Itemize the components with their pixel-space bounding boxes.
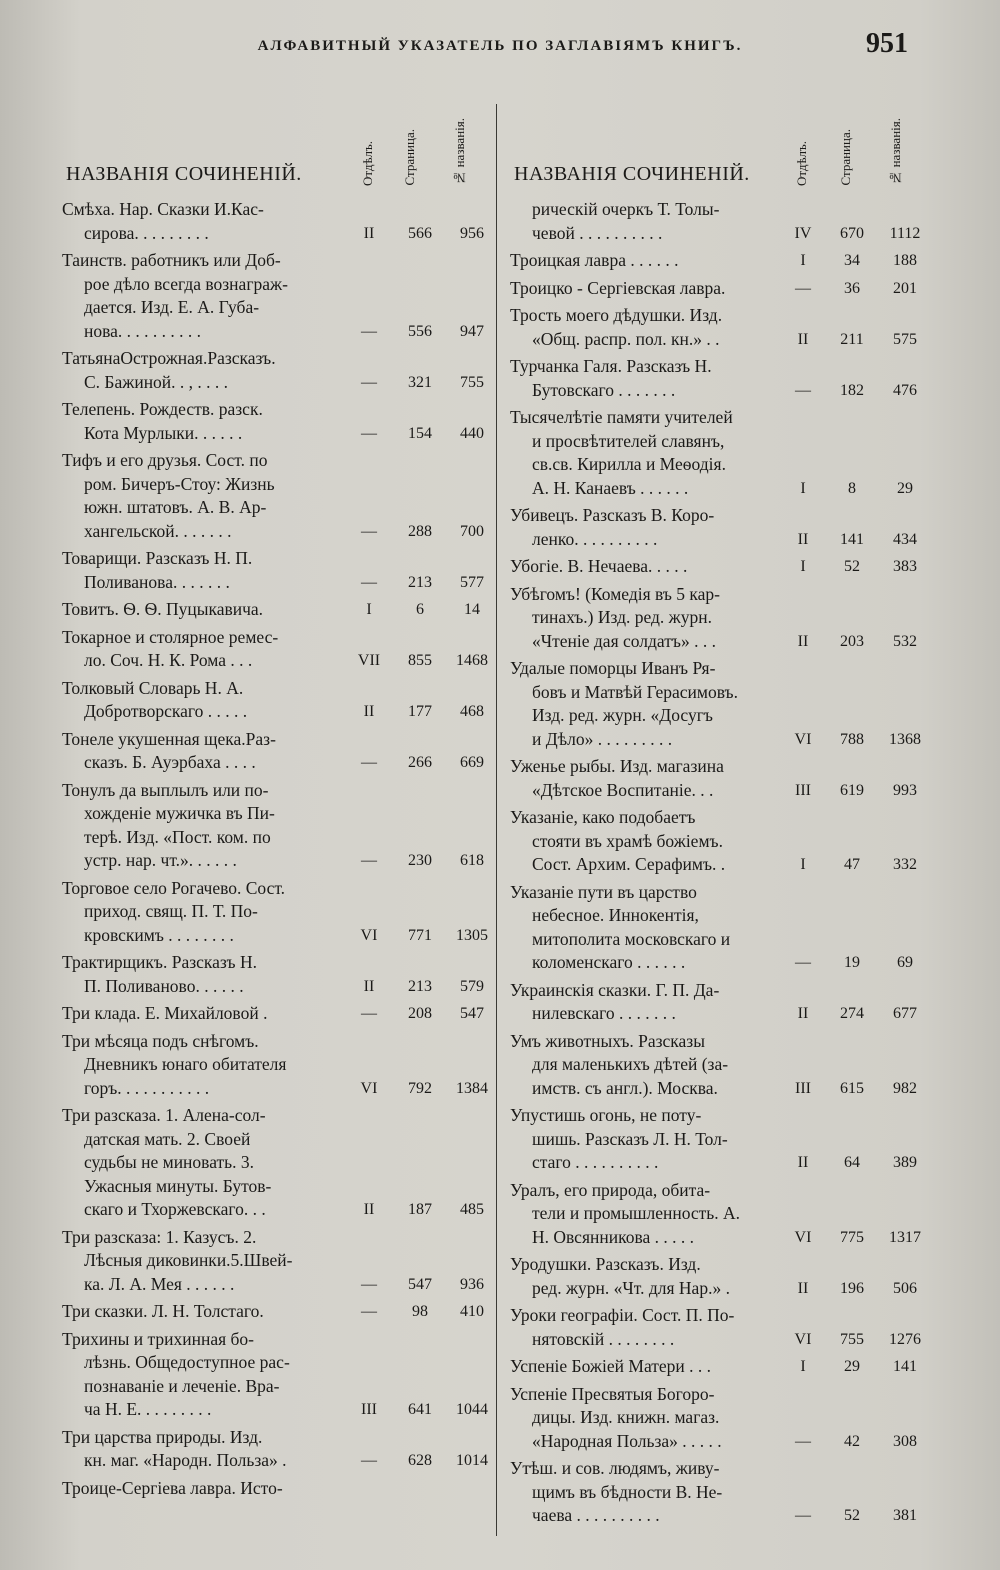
entry-section: — — [361, 373, 377, 391]
entry-title-line: южн. штатовъ. А. В. Ар- — [84, 497, 267, 517]
entry-title-line: шишь. Разсказъ Л. Н. Тол- — [532, 1128, 728, 1149]
entry-title-line: Ужасныя минуты. Бутов- — [84, 1175, 272, 1196]
entry-section: VI — [360, 926, 378, 944]
entry-section: I — [800, 252, 806, 269]
entry-title-line: Упустишь огонь, не поту- — [510, 1105, 702, 1125]
entry-title-line: дицы. Изд. книжн. магаз. — [532, 1407, 720, 1427]
page-number: 951 — [866, 28, 908, 59]
entry-title-line: Указаніе пути въ царство — [510, 881, 697, 902]
entry-title-line: митополита московскаго и — [532, 928, 731, 949]
index-entry — [62, 677, 492, 724]
entry-page: 771 — [408, 926, 432, 944]
entry-page: 792 — [408, 1079, 432, 1097]
entry-page: 230 — [408, 852, 432, 869]
entry-title-line: стояти въ храмѣ божіемъ. — [532, 830, 723, 851]
entry-title-line: Изд. ред. журн. «Досугъ — [532, 705, 713, 725]
entry-number: 532 — [893, 632, 917, 650]
column-header — [510, 100, 930, 196]
entry-section: II — [797, 1154, 809, 1171]
entry-number: 1305 — [456, 926, 488, 944]
entry-page: 211 — [840, 330, 864, 348]
index-entry — [510, 979, 930, 1026]
entry-title-line: Кота Мурлыки. . . . . . — [84, 422, 243, 443]
index-entry — [510, 1104, 930, 1175]
entry-title-line: кровскимъ . . . . . . . . — [84, 924, 234, 945]
entry-section: II — [797, 1279, 809, 1297]
entry-title-line: лѣзнь. Общедоступное рас- — [84, 1352, 290, 1372]
column-divider — [496, 104, 497, 1536]
entry-title-line: Товарищи. Разсказъ Н. П. — [62, 548, 253, 568]
entry-number: 579 — [460, 977, 484, 995]
entry-title-line: Тифъ и его друзья. Сост. по — [62, 450, 268, 470]
column-header-title: НАЗВАНІЯ СОЧИНЕНІЙ. — [514, 163, 750, 185]
index-entry — [510, 277, 930, 301]
entry-number: 1384 — [456, 1079, 488, 1097]
entry-page: 141 — [840, 530, 864, 548]
entry-page: 556 — [408, 322, 432, 340]
entry-title-line: «Общ. распр. пол. кн.» . . — [532, 328, 720, 349]
entry-title-line: для маленькихъ дѣтей (за- — [532, 1054, 729, 1074]
entry-number: 14 — [464, 601, 480, 618]
entry-section: — — [361, 1303, 377, 1320]
entry-number: 755 — [460, 373, 484, 391]
entry-title-line: Н. Овсянникова . . . . . — [532, 1226, 695, 1247]
entry-title-line: Три клада. Е. Михайловой . — [62, 1003, 268, 1023]
entry-number: 476 — [893, 381, 917, 399]
entry-title-line: Турчанка Галя. Разсказъ Н. — [510, 356, 712, 376]
entry-section: — — [795, 1507, 811, 1524]
entry-title-line: горъ. . . . . . . . . . . — [84, 1077, 210, 1098]
entry-title-line: Поливанова. . . . . . . — [84, 571, 230, 592]
entry-title-line: приход. свящ. П. Т. По- — [84, 901, 258, 921]
entry-section: III — [795, 781, 811, 799]
index-entry — [510, 504, 930, 551]
entry-title-line: коломенскаго . . . . . . — [532, 952, 686, 972]
entry-title-line: скаго и Тхоржевскаго. . . — [84, 1199, 266, 1219]
index-entry — [62, 1426, 492, 1473]
entry-section: II — [363, 703, 375, 720]
entry-title-line: «Дѣтское Воспитаніе. . . — [532, 779, 714, 800]
index-entry — [510, 583, 930, 654]
entry-title-line: и просвѣтителей славянъ, — [532, 430, 725, 451]
entry-section: II — [797, 1005, 809, 1022]
entry-number: 618 — [460, 852, 484, 869]
entry-title-line: Уроки географіи. Сост. П. По- — [510, 1305, 735, 1325]
index-entry — [62, 1477, 492, 1501]
entry-title-line: дается. Изд. Е. А. Губа- — [84, 297, 260, 317]
entry-title-line: судьбы не миновать. 3. — [84, 1152, 255, 1172]
entry-page: 615 — [840, 1079, 864, 1097]
index-entry — [62, 1104, 492, 1222]
entry-section: VI — [794, 1330, 812, 1348]
entry-page: 788 — [840, 730, 864, 748]
entry-page: 6 — [416, 601, 424, 618]
entry-section: — — [361, 322, 377, 340]
index-entry — [510, 1457, 930, 1528]
entry-number: 677 — [893, 1005, 917, 1022]
entry-number: 1014 — [456, 1452, 488, 1469]
entry-section: — — [361, 1275, 377, 1293]
entry-section: I — [800, 1358, 806, 1375]
entry-title-line: чевой . . . . . . . . . . — [532, 222, 663, 243]
entry-number: 332 — [893, 856, 917, 873]
entry-title-line: тинахъ.) Изд. ред. журн. — [532, 607, 713, 627]
entry-title-line: датская мать. 2. Своей — [84, 1128, 251, 1149]
entry-title-line: Троицкая лавра . . . . . . — [510, 250, 679, 270]
entry-title-line: ло. Соч. Н. К. Рома . . . — [84, 650, 253, 670]
entry-number: 440 — [460, 424, 484, 442]
index-entry — [510, 198, 930, 245]
entry-number: 389 — [893, 1154, 917, 1171]
index-entry — [510, 1253, 930, 1300]
entry-number: 69 — [897, 954, 913, 971]
entry-title-line: Убѣгомъ! (Комедія въ 5 кар- — [510, 583, 720, 604]
column-header-page: Страница. — [838, 129, 853, 186]
entry-page: 321 — [408, 373, 432, 391]
entry-section: II — [363, 1201, 375, 1218]
left-column — [62, 100, 492, 1504]
index-entry — [62, 779, 492, 873]
entry-title-line: рое дѣло всегда вознаграж- — [84, 273, 288, 294]
entry-page: 266 — [408, 754, 432, 771]
entry-title-line: Три мѣсяца подъ снѣгомъ. — [62, 1030, 259, 1051]
entry-page: 288 — [408, 522, 432, 540]
entry-title-line: бовъ и Матвѣй Герасимовъ. — [532, 681, 738, 702]
index-entry — [510, 406, 930, 500]
entry-section: II — [797, 632, 809, 650]
entry-title-line: сказъ. Б. Ауэрбаха . . . . — [84, 752, 256, 772]
entry-title-line: Трость моего дѣдушки. Изд. — [510, 305, 723, 325]
entry-title-line: хожденіе мужичка въ Пи- — [84, 803, 275, 823]
index-entry — [510, 1179, 930, 1250]
entry-title-line: Три сказки. Л. Н. Толстаго. — [62, 1301, 264, 1321]
entry-section: — — [795, 381, 811, 399]
entry-number: 1044 — [456, 1401, 488, 1418]
entry-section: — — [361, 852, 377, 869]
entry-page: 670 — [840, 224, 864, 242]
entry-title-line: познаваніе и леченіе. Вра- — [84, 1375, 280, 1396]
entry-section: — — [795, 1432, 811, 1450]
entry-title-line: небесное. Иннокентія, — [532, 905, 699, 925]
index-entry — [510, 1383, 930, 1454]
index-entry — [510, 881, 930, 975]
entry-number: 956 — [460, 224, 484, 242]
entry-number: 936 — [460, 1275, 484, 1293]
column-header-number: № названія. — [888, 118, 903, 186]
entry-title-line: Указаніе, како подобаетъ — [510, 807, 696, 827]
index-entry — [510, 555, 930, 579]
entry-page: 619 — [840, 781, 864, 799]
entry-section: — — [795, 279, 811, 297]
index-entry — [62, 198, 492, 245]
entry-list — [510, 198, 930, 1528]
entry-page: 64 — [844, 1154, 860, 1171]
entry-page: 182 — [840, 381, 864, 399]
entry-title-line: Трактирщикъ. Разсказъ Н. — [62, 952, 257, 972]
entry-title-line: Умъ животныхъ. Разсказы — [510, 1030, 705, 1051]
entry-number: 29 — [897, 479, 913, 497]
index-entry — [62, 1030, 492, 1101]
entry-page: 775 — [840, 1228, 864, 1246]
index-entry — [62, 1328, 492, 1422]
right-column — [510, 100, 930, 1532]
entry-number: 383 — [893, 558, 917, 575]
entry-page: 187 — [408, 1201, 432, 1218]
entry-number: 575 — [893, 330, 917, 348]
entry-title-line: имств. съ англ.). Москва. — [532, 1077, 718, 1098]
running-head: АЛФАВИТНЫЙ УКАЗАТЕЛЬ ПО ЗАГЛАВІЯМЪ КНИГЪ. — [257, 38, 743, 54]
entry-page: 98 — [412, 1303, 428, 1320]
entry-number: 993 — [893, 781, 917, 799]
entry-section: — — [795, 954, 811, 971]
entry-page: 641 — [408, 1401, 432, 1418]
entry-section: I — [366, 601, 372, 618]
entry-title-line: Удалые поморцы Иванъ Ря- — [510, 658, 716, 678]
entry-title-line: Токарное и столярное ремес- — [62, 626, 279, 647]
entry-page: 36 — [844, 279, 860, 297]
entry-title-line: Успеніе Божіей Матери . . . — [510, 1356, 712, 1376]
entry-number: 468 — [460, 703, 484, 720]
column-header — [62, 100, 492, 196]
entry-page: 628 — [408, 1452, 432, 1469]
entry-title-line: нятовскій . . . . . . . . — [532, 1328, 675, 1349]
entry-page: 52 — [844, 1507, 860, 1524]
entry-list — [62, 198, 492, 1500]
index-entry — [62, 626, 492, 673]
entry-page: 274 — [840, 1005, 864, 1022]
entry-number: 669 — [460, 754, 484, 771]
entry-section: VI — [794, 1228, 812, 1246]
entry-title-line: Торговое село Рогачево. Сост. — [62, 877, 286, 898]
entry-title-line: сирова. . . . . . . . . — [84, 222, 209, 243]
entry-title-line: Уродушки. Разсказъ. Изд. — [510, 1254, 701, 1274]
entry-title-line: «Чтеніе дая солдатъ» . . . — [532, 630, 716, 651]
entry-number: 1112 — [889, 224, 921, 242]
index-entry — [62, 249, 492, 343]
entry-title-line: и Дѣло» . . . . . . . . . — [532, 728, 673, 749]
entry-section: II — [363, 977, 375, 995]
entry-number: 700 — [460, 522, 484, 540]
entry-page: 29 — [844, 1358, 860, 1375]
entry-section: II — [797, 330, 809, 348]
index-entry — [62, 449, 492, 543]
entry-title-line: нова. . . . . . . . . . — [84, 320, 202, 341]
entry-section: — — [361, 1452, 377, 1469]
entry-section: VI — [794, 730, 812, 748]
entry-title-line: Три разсказа: 1. Казусъ. 2. — [62, 1226, 257, 1247]
column-header-page: Страница. — [402, 129, 417, 186]
entry-section: I — [800, 479, 806, 497]
entry-title-line: терѣ. Изд. «Пост. ком. по — [84, 826, 271, 847]
entry-number: 1468 — [456, 652, 488, 669]
entry-page: 154 — [408, 424, 432, 442]
entry-number: 201 — [893, 279, 917, 297]
entry-title-line: Троице-Сергіева лавра. Исто- — [62, 1477, 283, 1498]
entry-number: 1368 — [889, 730, 921, 748]
entry-title-line: ленко. . . . . . . . . . — [532, 528, 658, 549]
entry-page: 213 — [408, 977, 432, 995]
entry-title-line: тели и промышленность. А. — [532, 1203, 741, 1223]
entry-page: 42 — [844, 1432, 860, 1450]
index-entry — [510, 657, 930, 751]
entry-number: 577 — [460, 573, 484, 591]
entry-title-line: устр. нар. чт.». . . . . . — [84, 850, 237, 870]
entry-section: I — [800, 558, 806, 575]
entry-section: VII — [357, 652, 381, 669]
entry-title-line: Украинскія сказки. Г. П. Да- — [510, 979, 720, 1000]
entry-title-line: Тонулъ да выплылъ или по- — [62, 779, 269, 800]
entry-number: 434 — [893, 530, 917, 548]
index-entry — [510, 355, 930, 402]
entry-title-line: Таинств. работникъ или Доб- — [62, 250, 281, 270]
entry-title-line: ред. журн. «Чт. для Нар.» . — [532, 1277, 730, 1298]
entry-page: 34 — [844, 252, 860, 269]
entry-title-line: Тысячелѣтіе памяти учителей — [510, 407, 733, 427]
entry-title-line: Убогіе. В. Нечаева. . . . . — [510, 556, 688, 576]
entry-title-line: Толковый Словарь Н. А. — [62, 677, 244, 698]
entry-title-line: ка. Л. А. Мея . . . . . . — [84, 1273, 235, 1294]
entry-number: 547 — [460, 1005, 484, 1022]
entry-section: — — [361, 522, 377, 540]
entry-title-line: ТатьянаОстрожная.Разсказъ. — [62, 348, 276, 368]
entry-title-line: стаго . . . . . . . . . . — [532, 1152, 659, 1172]
index-entry — [62, 877, 492, 948]
index-entry — [62, 347, 492, 394]
entry-page: 8 — [848, 479, 856, 497]
entry-page: 52 — [844, 558, 860, 575]
entry-number: 381 — [893, 1507, 917, 1524]
index-entry — [62, 547, 492, 594]
entry-page: 566 — [408, 224, 432, 242]
entry-title-line: Дневникъ юнаго обитателя — [84, 1054, 287, 1074]
entry-title-line: ром. Бичеръ-Стоу: Жизнь — [84, 473, 275, 494]
index-entry — [62, 1300, 492, 1324]
entry-section: IV — [794, 224, 812, 242]
entry-title-line: Лѣсныя диковинки.5.Швей- — [84, 1250, 293, 1270]
entry-title-line: Телепень. Рождеств. разск. — [62, 399, 263, 419]
entry-title-line: рическій очеркъ Т. Толы- — [532, 199, 720, 219]
column-header-title: НАЗВАНІЯ СОЧИНЕНІЙ. — [66, 163, 302, 185]
index-entry — [62, 598, 492, 622]
entry-title-line: Тонеле укушенная щека.Раз- — [62, 728, 276, 749]
entry-section: III — [795, 1079, 811, 1097]
entry-title-line: св.св. Кирилла и Меѳодія. — [532, 454, 726, 474]
index-entry — [510, 1304, 930, 1351]
entry-section: III — [361, 1401, 377, 1418]
entry-page: 208 — [408, 1005, 432, 1022]
entry-number: 188 — [893, 252, 917, 269]
entry-title-line: Три царства природы. Изд. — [62, 1426, 263, 1447]
index-entry — [510, 304, 930, 351]
entry-page: 47 — [844, 856, 860, 873]
entry-title-line: Три разсказа. 1. Алена-сол- — [62, 1105, 266, 1125]
entry-title-line: Троицко - Сергіевская лавра. — [510, 277, 726, 298]
entry-section: — — [361, 754, 377, 771]
entry-page: 196 — [840, 1279, 864, 1297]
index-entry — [510, 1355, 930, 1379]
entry-page: 755 — [840, 1330, 864, 1348]
entry-title-line: Добротворскаго . . . . . — [84, 701, 248, 721]
entry-title-line: Уженье рыбы. Изд. магазина — [510, 756, 724, 776]
entry-title-line: «Народная Польза» . . . . . — [532, 1430, 722, 1451]
entry-section: — — [361, 1005, 377, 1022]
index-entry — [62, 1226, 492, 1297]
entry-title-line: Трихины и трихинная бо- — [62, 1328, 254, 1349]
entry-title-line: Успеніе Пресвятыя Богоро- — [510, 1383, 715, 1404]
entry-title-line: Уралъ, его природа, обита- — [510, 1179, 711, 1200]
entry-title-line: Сост. Архим. Серафимъ. . — [532, 854, 726, 874]
entry-section: — — [361, 573, 377, 591]
index-entry — [510, 806, 930, 877]
entry-title-line: ча Н. Е. . . . . . . . . — [84, 1399, 212, 1419]
entry-number: 1276 — [889, 1330, 921, 1348]
index-entry — [62, 951, 492, 998]
entry-title-line: Бутовскаго . . . . . . . — [532, 379, 676, 400]
entry-title-line: хангельской. . . . . . . — [84, 520, 232, 541]
entry-page: 855 — [408, 652, 432, 669]
index-entry — [510, 755, 930, 802]
entry-title-line: щимъ въ бѣдности В. Не- — [532, 1481, 723, 1502]
entry-page: 547 — [408, 1275, 432, 1293]
entry-title-line: А. Н. Канаевъ . . . . . . — [532, 477, 689, 498]
entry-title-line: Утѣш. и сов. людямъ, живу- — [510, 1458, 720, 1478]
column-header-section: Отдѣлъ. — [360, 140, 375, 186]
index-entry — [510, 1030, 930, 1101]
entry-section: I — [800, 856, 806, 873]
index-entry — [510, 249, 930, 273]
entry-page: 213 — [408, 573, 432, 591]
entry-number: 1317 — [889, 1228, 921, 1246]
entry-title-line: Убивецъ. Разсказъ В. Коро- — [510, 505, 715, 525]
index-entry — [62, 398, 492, 445]
entry-title-line: С. Бажиной. . , . . . . — [84, 371, 229, 392]
column-header-number: № названія. — [452, 118, 467, 186]
entry-section: II — [363, 224, 375, 242]
index-entry — [62, 1002, 492, 1026]
entry-number: 506 — [893, 1279, 917, 1297]
entry-number: 485 — [460, 1201, 484, 1218]
entry-title-line: Смѣха. Нар. Сказки И.Кас- — [62, 199, 264, 219]
entry-number: 947 — [460, 322, 484, 340]
entry-title-line: чаева . . . . . . . . . . — [532, 1505, 660, 1525]
entry-section: — — [361, 424, 377, 442]
entry-page: 19 — [844, 954, 860, 971]
index-entry — [62, 728, 492, 775]
entry-title-line: Товитъ. Ѳ. Ѳ. Пуцыкавича. — [62, 599, 264, 619]
entry-number: 141 — [893, 1358, 917, 1375]
entry-number: 308 — [893, 1432, 917, 1450]
column-header-section: Отдѣлъ. — [794, 140, 809, 186]
entry-section: II — [797, 530, 809, 548]
entry-title-line: нилевскаго . . . . . . . — [532, 1003, 676, 1023]
entry-title-line: П. Поливаново. . . . . . — [84, 975, 244, 996]
entry-number: 982 — [893, 1079, 917, 1097]
entry-section: VI — [360, 1079, 378, 1097]
entry-page: 203 — [840, 632, 864, 650]
entry-title-line: кн. маг. «Народн. Польза» . — [84, 1450, 287, 1470]
entry-page: 177 — [408, 703, 432, 720]
entry-number: 410 — [460, 1303, 484, 1320]
